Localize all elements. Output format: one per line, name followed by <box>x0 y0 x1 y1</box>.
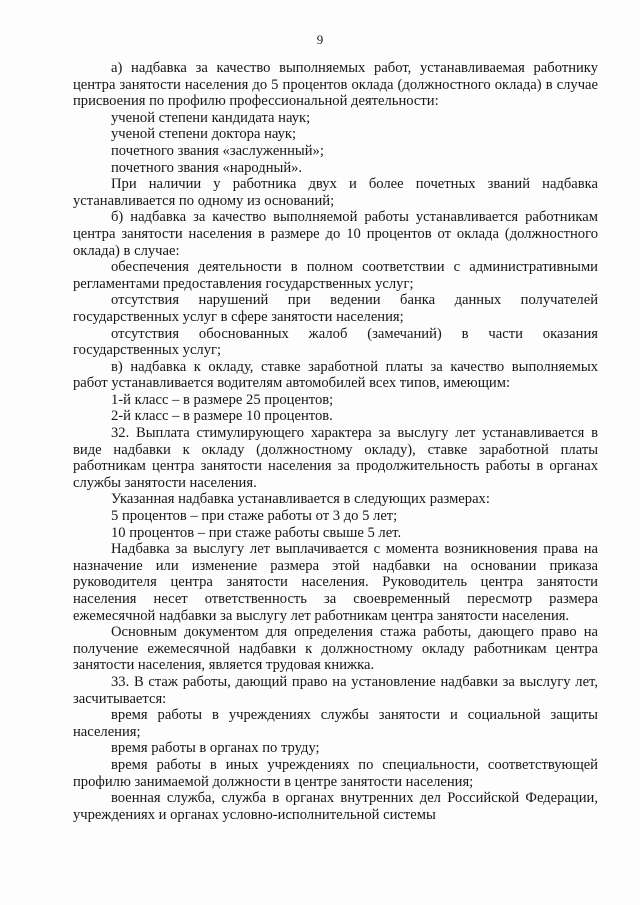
list-item-no-violations: отсутствия нарушений при ведении банка данных получателей государственных услуг в сфере занятости населения; <box>73 292 598 325</box>
list-item-people-title: почетного звания «народный». <box>111 159 303 176</box>
document-body <box>73 60 598 823</box>
list-item-honored-title: почетного звания «заслуженный»; <box>111 142 324 159</box>
list-item-10-percent: 10 процентов – при стаже работы свыше 5 лет. <box>111 524 402 541</box>
paragraph-33-service-length: 33. В стаж работы, дающий право на установление надбавки за выслугу лет, засчитывается: <box>73 673 598 707</box>
paragraph-a-quality-bonus: а) надбавка за качество выполняемых работ, устанавливаемая работнику центра занятости населения до 5 процентов оклада (должностного оклада) в случае присвоения по профилю профессиональной деятельности: <box>73 60 598 110</box>
list-item-labor-bodies: время работы в органах по труду; <box>111 740 320 757</box>
list-item-regulations: обеспечения деятельности в полном соответствии с административными регламентами предоставления государственных услуг; <box>73 259 598 292</box>
paragraph-b-work-quality: б) надбавка за качество выполняемой работы устанавливается работникам центра занятости населения в размере до 10 процентов от оклада (должностного оклада) в случае: <box>73 209 598 259</box>
paragraph-rates-intro: Указанная надбавка устанавливается в следующих размерах: <box>111 491 490 508</box>
paragraph-32-seniority: 32. Выплата стимулирующего характера за выслугу лет устанавливается в виде надбавки к окладу (должностному окладу), ставке заработной платы работникам центра занятости населения за продолжительность работы в органах службы занятости населения. <box>73 425 598 491</box>
page-number: 9 <box>316 32 324 47</box>
list-item-other-institutions: время работы в иных учреждениях по специальности, соответствующей профилю занимаемой должности в центре занятости населения; <box>73 756 598 790</box>
list-item-class-2: 2-й класс – в размере 10 процентов. <box>111 408 333 425</box>
paragraph-multiple-titles: При наличии у работника двух и более почетных званий надбавка устанавливается по одному из оснований; <box>73 176 598 209</box>
list-item-no-complaints: отсутствия обоснованных жалоб (замечаний) в части оказания государственных услуг; <box>73 325 598 359</box>
list-item-employment-service: время работы в учреждениях службы занятости и социальной защиты населения; <box>73 707 598 740</box>
list-item-class-1: 1-й класс – в размере 25 процентов; <box>111 391 334 408</box>
list-item-5-percent: 5 процентов – при стаже работы от 3 до 5 лет; <box>111 508 398 525</box>
list-item-candidate-degree: ученой степени кандидата наук; <box>111 109 311 126</box>
paragraph-payment-timing: Надбавка за выслугу лет выплачивается с момента возникновения права на назначение или изменение размера этой надбавки на основании приказа руководителя центра занятости населения. Руководитель центра занятости населения несет ответственность за своевременный пересмотр размера ежемесячной надбавки за выслугу лет работникам центра занятости населения. <box>73 541 598 624</box>
list-item-doctor-degree: ученой степени доктора наук; <box>111 126 297 143</box>
paragraph-c-drivers: в) надбавка к окладу, ставке заработной платы за качество выполняемых работ устанавливается водителям автомобилей всех типов, имеющим: <box>73 358 598 392</box>
list-item-military-service: военная служба, служба в органах внутренних дел Российской Федерации, учреждениях и органах условно-исполнительной системы <box>73 790 598 823</box>
paragraph-main-document: Основным документом для определения стажа работы, дающего право на получение ежемесячной надбавки к должностному окладу работникам центра занятости населения, является трудовая книжка. <box>73 624 598 674</box>
